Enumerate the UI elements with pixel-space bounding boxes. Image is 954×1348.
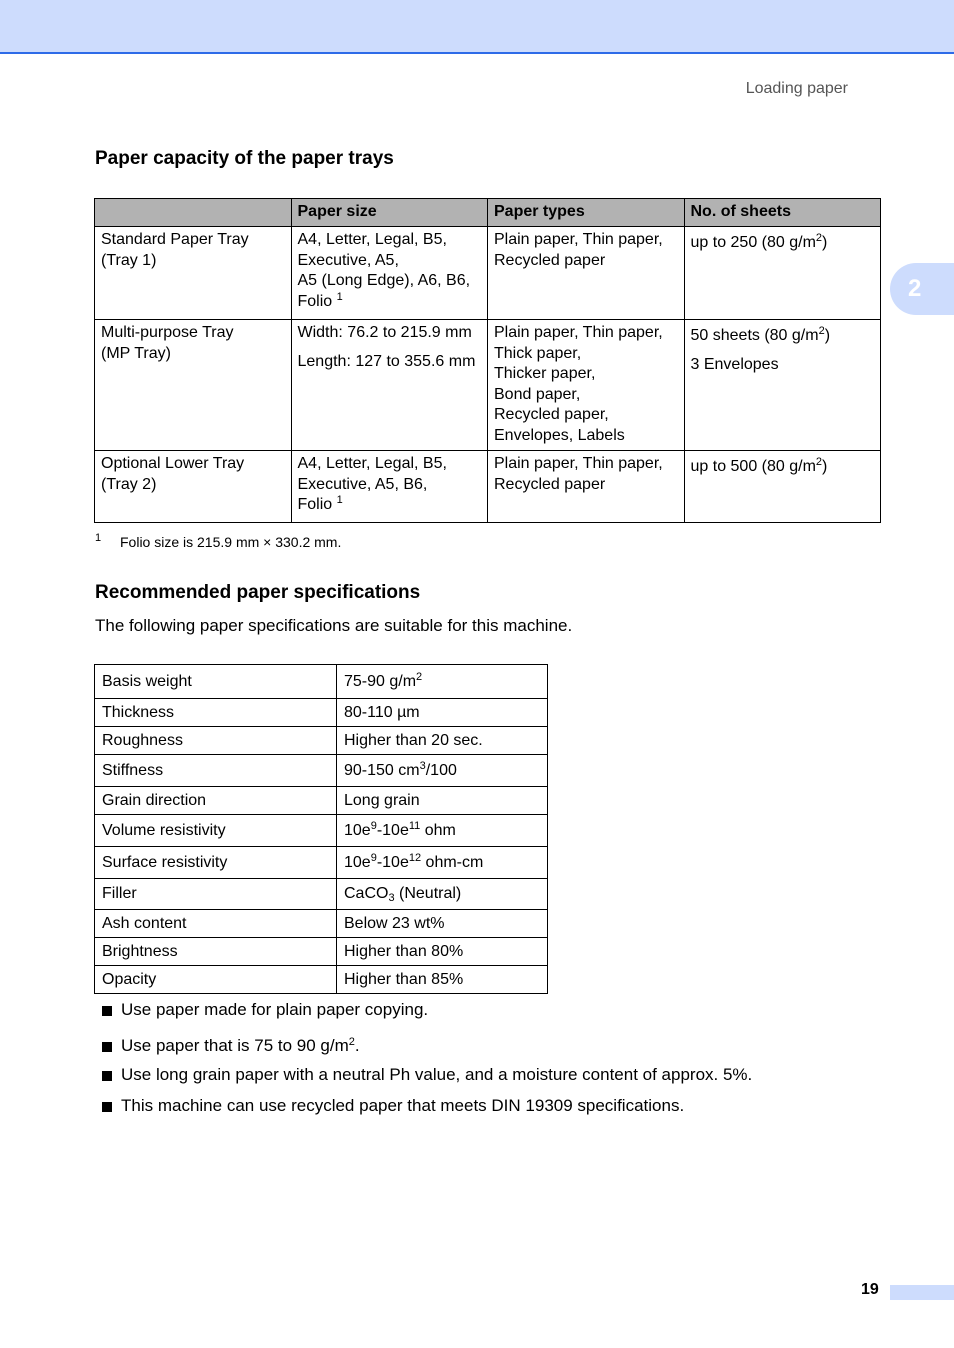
width-range: Width: 76.2 to 215.9 mm <box>297 324 472 341</box>
spec-value: Higher than 20 sec. <box>337 727 548 755</box>
spec-value: Higher than 80% <box>337 938 548 966</box>
intro-paragraph: The following paper specifications are suitable for this machine. <box>95 616 573 635</box>
tray-name-line: Standard Paper Tray <box>101 231 249 248</box>
spec-value: 80-110 µm <box>337 699 548 727</box>
page-number: 19 <box>861 1281 879 1298</box>
table-row <box>95 227 881 320</box>
bullet-text: Use paper made for plain paper copying. <box>121 1000 429 1019</box>
page-number-bar <box>890 1285 954 1300</box>
chapter-number: 2 <box>908 275 922 302</box>
tray-name-line: (Tray 1) <box>101 251 157 269</box>
spec-value <box>337 879 548 910</box>
running-header: Loading paper <box>745 80 848 97</box>
sheets-sup: 2 <box>818 325 825 337</box>
paper-size-line: A4, Letter, Legal, B5, <box>297 455 447 472</box>
spec-label: Volume resistivity <box>95 815 337 847</box>
table-row <box>95 451 881 523</box>
paper-type-line: Recycled paper <box>494 475 606 493</box>
sheets-cell <box>684 451 881 523</box>
length-range: Length: 127 to 355.6 mm <box>297 352 476 370</box>
paper-size-line <box>298 495 482 516</box>
spec-value-sup: 11 <box>408 819 421 832</box>
list-item <box>102 1065 752 1085</box>
spec-label: Filler <box>95 879 337 910</box>
bullet-text: Use long grain paper with a neutral Ph value, and a moisture content of approx. 5%. <box>121 1065 753 1084</box>
spec-value <box>337 755 548 787</box>
tray-name-line: (Tray 2) <box>101 475 157 493</box>
table-row <box>95 847 548 879</box>
footnote-number: 1 <box>95 532 102 544</box>
paper-size-cell <box>291 227 488 320</box>
spec-value <box>337 815 548 847</box>
section-title-recommended: Recommended paper specifications <box>95 582 421 603</box>
paper-type-line: Thick paper, <box>494 344 582 362</box>
sheets-end: ) <box>824 327 831 344</box>
spec-value-sup: 12 <box>408 851 422 864</box>
spec-value: Below 23 wt% <box>337 910 548 938</box>
sheets-sup: 2 <box>815 232 823 244</box>
spec-label: Surface resistivity <box>95 847 337 879</box>
spec-label: Opacity <box>95 966 337 994</box>
spec-value-text: CaCO <box>344 885 389 902</box>
bullet-list <box>102 1000 752 1116</box>
footnote-text: Folio size is 215.9 mm × 330.2 mm. <box>120 534 342 550</box>
square-bullet-icon <box>102 1042 112 1052</box>
spec-value: Higher than 85% <box>337 966 548 994</box>
header-cell-paper-size: Paper size <box>291 199 488 227</box>
header-cell-paper-types: Paper types <box>488 199 685 227</box>
tray-name-cell <box>95 227 292 320</box>
tray-name-line: Multi-purpose Tray <box>101 324 234 341</box>
footnote-ref: 1 <box>336 494 343 506</box>
spec-value <box>337 665 548 699</box>
paper-type-line: Recycled paper, <box>494 406 609 423</box>
table-row <box>95 755 548 787</box>
bullet-text: Use paper that is 75 to 90 g/m <box>121 1036 349 1055</box>
paper-type-line: Bond paper, <box>494 385 581 403</box>
sheets-value <box>691 457 875 478</box>
table-row <box>95 787 548 815</box>
table-row <box>95 665 548 699</box>
spec-label: Stiffness <box>95 755 337 787</box>
spec-value-mid: -10e <box>376 821 409 839</box>
square-bullet-icon <box>102 1006 112 1016</box>
sheets-end: ) <box>822 458 828 475</box>
bullet-text: This machine can use recycled paper that meets DIN 19309 specifications. <box>121 1096 685 1115</box>
sheets-value <box>691 233 875 254</box>
square-bullet-icon <box>102 1071 112 1081</box>
spec-value-mid: -10e <box>376 853 409 871</box>
spec-value-end: (Neutral) <box>394 885 462 902</box>
spec-label: Grain direction <box>95 787 337 815</box>
spec-label: Brightness <box>95 938 337 966</box>
tray-name-line: Optional Lower Tray <box>101 455 245 472</box>
top-banner <box>0 0 954 54</box>
list-item <box>102 1096 752 1116</box>
paper-type-line: Plain paper, Thin paper, <box>494 324 663 341</box>
sheets-text: 50 sheets (80 g/m <box>690 327 819 344</box>
paper-capacity-table <box>94 198 881 523</box>
spec-value-end: ohm <box>420 821 456 839</box>
sheets-cell <box>684 320 881 451</box>
header-cell-empty <box>95 199 292 227</box>
table-row <box>95 938 548 966</box>
table-row <box>95 910 548 938</box>
spec-label: Thickness <box>95 699 337 727</box>
folio-text: Folio <box>297 292 333 310</box>
tray-name-cell <box>95 451 292 523</box>
tray-name-line: (MP Tray) <box>101 344 171 362</box>
chapter-tab <box>890 263 954 315</box>
paper-type-line: Envelopes, Labels <box>494 426 625 444</box>
spec-value-text: 90-150 cm <box>344 761 420 779</box>
spec-value-sup: 9 <box>370 851 377 864</box>
paper-type-line: Plain paper, Thin paper, <box>494 231 663 248</box>
sheets-sup: 2 <box>815 456 823 468</box>
bullet-end: . <box>354 1036 360 1055</box>
table-row <box>95 699 548 727</box>
sheets-value <box>691 326 875 347</box>
list-item <box>102 1000 752 1020</box>
spec-value-sup: 9 <box>370 819 377 832</box>
paper-size-line: A5 (Long Edge), A6, B6, <box>297 272 471 289</box>
table-row <box>95 727 548 755</box>
paper-types-cell <box>488 451 685 523</box>
spec-value-sub: 3 <box>388 892 395 904</box>
paper-type-line: Recycled paper <box>494 251 606 269</box>
table-row <box>95 815 548 847</box>
spec-value-end: /100 <box>425 761 457 779</box>
spec-value <box>337 847 548 879</box>
spec-value-end: ohm-cm <box>421 853 484 871</box>
sheets-text: up to 250 (80 g/m <box>690 234 816 251</box>
tray-name-cell <box>95 320 292 451</box>
list-item <box>102 1032 752 1056</box>
spec-label: Ash content <box>95 910 337 938</box>
paper-size-cell <box>291 320 488 451</box>
table-row <box>95 879 548 910</box>
envelope-capacity: 3 Envelopes <box>690 355 779 373</box>
paper-size-cell <box>291 451 488 523</box>
paper-type-line: Plain paper, Thin paper, <box>494 455 663 472</box>
table-header-row <box>95 199 881 227</box>
bullet-sup: 2 <box>348 1036 355 1048</box>
sheets-end: ) <box>822 234 828 251</box>
spec-value-text: 10e <box>344 821 371 839</box>
spec-label: Basis weight <box>95 665 337 699</box>
spec-value: Long grain <box>337 787 548 815</box>
folio-text: Folio <box>297 496 333 513</box>
spec-value-text: 10e <box>344 853 371 871</box>
paper-size-line <box>298 292 482 313</box>
sheets-cell <box>684 227 881 320</box>
section-title-capacity: Paper capacity of the paper trays <box>95 148 394 169</box>
header-cell-sheets: No. of sheets <box>684 199 881 227</box>
spec-label: Roughness <box>95 727 337 755</box>
table-row <box>95 320 881 451</box>
paper-types-cell <box>488 320 685 451</box>
paper-size-line: A4, Letter, Legal, B5, <box>297 231 447 248</box>
spec-value-sup: 2 <box>416 670 423 683</box>
square-bullet-icon <box>102 1102 112 1112</box>
paper-type-line: Thicker paper, <box>494 365 596 382</box>
footnote-ref: 1 <box>336 290 343 303</box>
paper-size-line: Executive, A5, B6, <box>297 475 428 493</box>
sheets-text: up to 500 (80 g/m <box>690 458 816 475</box>
paper-size-line: Executive, A5, <box>297 251 399 269</box>
spec-value-text: 75-90 g/m <box>344 672 417 690</box>
spec-value-sup: 3 <box>419 759 426 772</box>
paper-types-cell <box>488 227 685 320</box>
paper-specs-table <box>94 664 548 994</box>
table-row <box>95 966 548 994</box>
